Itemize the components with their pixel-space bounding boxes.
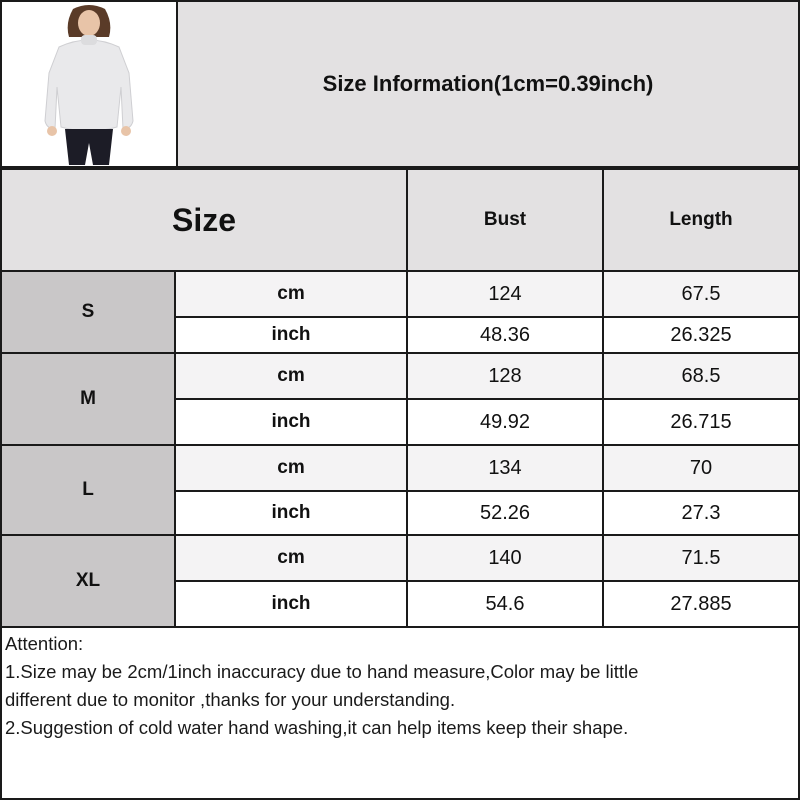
size-info-title: Size Information(1cm=0.39inch) bbox=[178, 2, 798, 166]
unit-cm: cm bbox=[176, 272, 406, 316]
note-1: 1.Size may be 2cm/1inch inaccuracy due to hand measure,Color may be little bbox=[5, 661, 639, 682]
bust-cm-l: 134 bbox=[408, 446, 602, 490]
note-2: 2.Suggestion of cold water hand washing,it can help items keep their shape. bbox=[5, 717, 629, 738]
size-label-s: S bbox=[2, 272, 174, 352]
length-inch-s: 26.325 bbox=[604, 318, 798, 352]
unit-cm: cm bbox=[176, 446, 406, 490]
size-column-header: Size bbox=[2, 170, 406, 270]
length-cm-xl: 71.5 bbox=[604, 536, 798, 580]
unit-inch: inch bbox=[176, 492, 406, 534]
note-1-continued: different due to monitor ,thanks for your understanding. bbox=[5, 689, 456, 710]
bust-column-header: Bust bbox=[408, 170, 602, 270]
model-sweater-image bbox=[29, 3, 149, 165]
unit-inch: inch bbox=[176, 582, 406, 626]
unit-inch: inch bbox=[176, 400, 406, 444]
length-cm-s: 67.5 bbox=[604, 272, 798, 316]
bust-inch-l: 52.26 bbox=[408, 492, 602, 534]
bust-cm-s: 124 bbox=[408, 272, 602, 316]
bust-inch-s: 48.36 bbox=[408, 318, 602, 352]
unit-cm: cm bbox=[176, 536, 406, 580]
unit-inch: inch bbox=[176, 318, 406, 352]
length-inch-xl: 27.885 bbox=[604, 582, 798, 626]
product-photo bbox=[2, 2, 176, 166]
length-inch-m: 26.715 bbox=[604, 400, 798, 444]
bust-inch-xl: 54.6 bbox=[408, 582, 602, 626]
size-label-m: M bbox=[2, 354, 174, 444]
bust-cm-xl: 140 bbox=[408, 536, 602, 580]
bust-inch-m: 49.92 bbox=[408, 400, 602, 444]
length-inch-l: 27.3 bbox=[604, 492, 798, 534]
notes-heading: Attention: bbox=[5, 633, 84, 654]
size-label-l: L bbox=[2, 446, 174, 534]
size-label-xl: XL bbox=[2, 536, 174, 626]
length-cm-m: 68.5 bbox=[604, 354, 798, 398]
length-cm-l: 70 bbox=[604, 446, 798, 490]
unit-cm: cm bbox=[176, 354, 406, 398]
attention-notes bbox=[5, 630, 795, 742]
bust-cm-m: 128 bbox=[408, 354, 602, 398]
length-column-header: Length bbox=[604, 170, 798, 270]
